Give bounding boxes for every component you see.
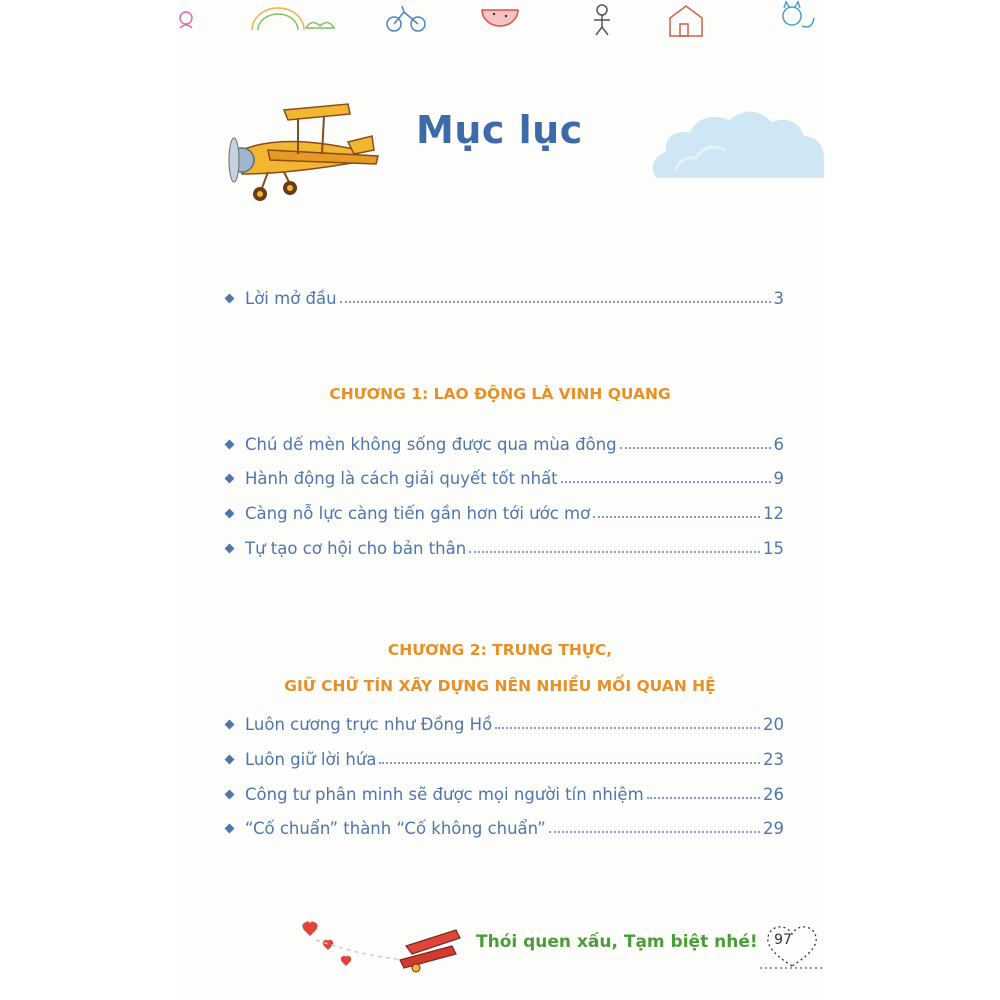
- toc-entry-title: “Cố chuẩn” thành “Cố không chuẩn”: [245, 819, 546, 838]
- toc-entry[interactable]: [224, 778, 784, 804]
- diamond-bullet-icon: [225, 790, 235, 800]
- toc-entry-title: Chú dế mèn không sống được qua mùa đông: [245, 435, 617, 454]
- dot-leader: [340, 301, 771, 303]
- toc-entry-intro[interactable]: [224, 282, 784, 308]
- page-number: 97: [774, 932, 792, 948]
- diamond-bullet-icon: [225, 294, 235, 304]
- toc-entry[interactable]: [224, 428, 784, 454]
- chapter-heading-line: CHƯƠNG 1: LAO ĐỘNG LÀ VINH QUANG: [329, 385, 671, 403]
- dot-leader: [593, 516, 760, 518]
- toc-entry-title: Công tư phân minh sẽ được mọi người tín nhiệm: [245, 785, 644, 804]
- chapter-2-heading: [176, 632, 824, 704]
- toc-entry[interactable]: [224, 497, 784, 523]
- rainbow-icon: [252, 8, 334, 30]
- footer-book-title: Thói quen xấu, Tạm biệt nhé!: [476, 932, 758, 952]
- dot-leader: [561, 481, 771, 483]
- toc-entry[interactable]: [224, 743, 784, 769]
- book-page: [176, 0, 824, 1000]
- dot-leader: [495, 727, 760, 729]
- header-doodles: [176, 0, 824, 40]
- toc-entry[interactable]: [224, 462, 784, 488]
- house-icon: [670, 6, 702, 36]
- red-biplane-icon: [296, 916, 466, 982]
- diamond-bullet-icon: [225, 720, 235, 730]
- toc-entry-title: Càng nỗ lực càng tiến gần hơn tới ước mơ: [245, 504, 591, 523]
- chapter-1-heading: [176, 385, 824, 403]
- toc-entry-title: Tự tạo cơ hội cho bản thân: [245, 539, 467, 558]
- diamond-bullet-icon: [225, 440, 235, 450]
- toc-entry-page: 3: [773, 289, 784, 308]
- toc-entry-page: 12: [763, 504, 784, 523]
- biplane-icon: [198, 92, 388, 212]
- toc-entry-title: Luôn giữ lời hứa: [245, 750, 377, 769]
- toc-entry-title: Hành động là cách giải quyết tốt nhất: [245, 469, 558, 488]
- diamond-bullet-icon: [225, 824, 235, 834]
- toc-entry-page: 9: [773, 469, 784, 488]
- diamond-bullet-icon: [225, 755, 235, 765]
- dot-leader: [549, 831, 760, 833]
- dot-leader: [379, 762, 760, 764]
- toc-entry[interactable]: [224, 708, 784, 734]
- toc-entry-title: Luôn cương trực như Đồng Hồ: [245, 715, 493, 734]
- toc-entry-page: 6: [773, 435, 784, 454]
- cloud-icon: [646, 100, 824, 186]
- dot-leader: [620, 447, 771, 449]
- toc-entry-page: 15: [763, 539, 784, 558]
- diamond-bullet-icon: [225, 544, 235, 554]
- bicycle-icon: [387, 6, 425, 31]
- flower-icon: [180, 12, 192, 28]
- diamond-bullet-icon: [225, 509, 235, 519]
- chapter-heading-line: GIỮ CHỮ TÍN XÂY DỰNG NÊN NHIỀU MỐI QUAN HỆ: [284, 677, 716, 695]
- diamond-bullet-icon: [225, 474, 235, 484]
- toc-entry-title: Lời mở đầu: [245, 289, 337, 308]
- chapter-heading-line: CHƯƠNG 2: TRUNG THỰC,: [387, 641, 613, 659]
- toc-entry-page: 20: [763, 715, 784, 734]
- watermelon-icon: [482, 10, 518, 26]
- page-title: Mục lục: [416, 108, 583, 152]
- toc-entry-page: 26: [763, 785, 784, 804]
- toc-entry[interactable]: [224, 812, 784, 838]
- toc-entry-page: 23: [763, 750, 784, 769]
- cat-icon: [783, 2, 814, 27]
- dot-leader: [469, 551, 760, 553]
- toc-entry-page: 29: [763, 819, 784, 838]
- toc-entry[interactable]: [224, 532, 784, 558]
- girl-icon: [594, 5, 610, 35]
- dot-leader: [647, 797, 760, 799]
